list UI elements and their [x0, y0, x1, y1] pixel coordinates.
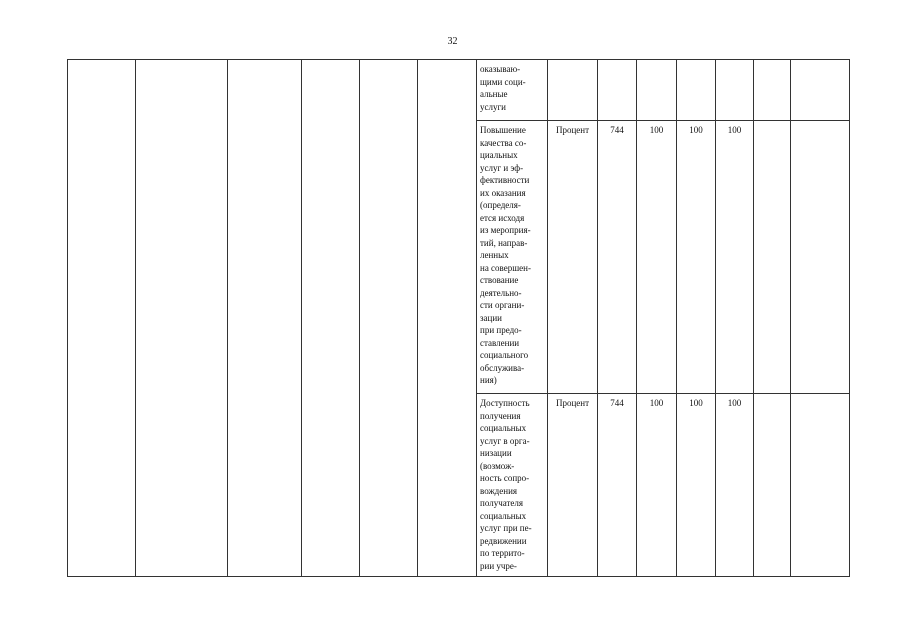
value-cell: 100 — [637, 121, 677, 394]
empty-cell — [754, 394, 791, 577]
okei-code-cell: 744 — [598, 394, 637, 577]
unit-cell: Процент — [548, 394, 598, 577]
empty-cell — [136, 60, 228, 577]
empty-cell — [418, 60, 477, 577]
okei-code-cell: 744 — [598, 121, 637, 394]
value-cell: 100 — [637, 394, 677, 577]
value-cell: 100 — [677, 394, 716, 577]
indicator-description: Доступность получения социальных услуг в орга- низации (возмож- ность сопро- вождения получателя социальных услуг при пе- редвижении по террито- рии учре- — [477, 394, 548, 577]
empty-cell — [791, 121, 850, 394]
value-cell — [637, 60, 677, 121]
empty-cell — [791, 394, 850, 577]
empty-cell — [360, 60, 418, 577]
indicator-description: оказываю- щими соци- альные услуги — [477, 60, 548, 121]
value-cell — [677, 60, 716, 121]
unit-cell — [548, 60, 598, 121]
value-cell — [716, 60, 754, 121]
table-row — [68, 60, 850, 121]
empty-cell — [302, 60, 360, 577]
page-number: 32 — [447, 36, 458, 47]
indicator-description: Повышение качества со- циальных услуг и эф- фективности их оказания (определя- ется исходя из мероприя- тий, направ- ленных на совершен- ствование деятельно- сти органи- зации при предо- ставлении социального обслужива- ния) — [477, 121, 548, 394]
unit-cell: Процент — [548, 121, 598, 394]
empty-cell — [68, 60, 136, 577]
value-cell: 100 — [716, 394, 754, 577]
empty-cell — [228, 60, 302, 577]
empty-cell — [791, 60, 850, 121]
okei-code-cell — [598, 60, 637, 121]
empty-cell — [754, 60, 791, 121]
value-cell: 100 — [716, 121, 754, 394]
indicators-table — [67, 59, 850, 577]
value-cell: 100 — [677, 121, 716, 394]
empty-cell — [754, 121, 791, 394]
